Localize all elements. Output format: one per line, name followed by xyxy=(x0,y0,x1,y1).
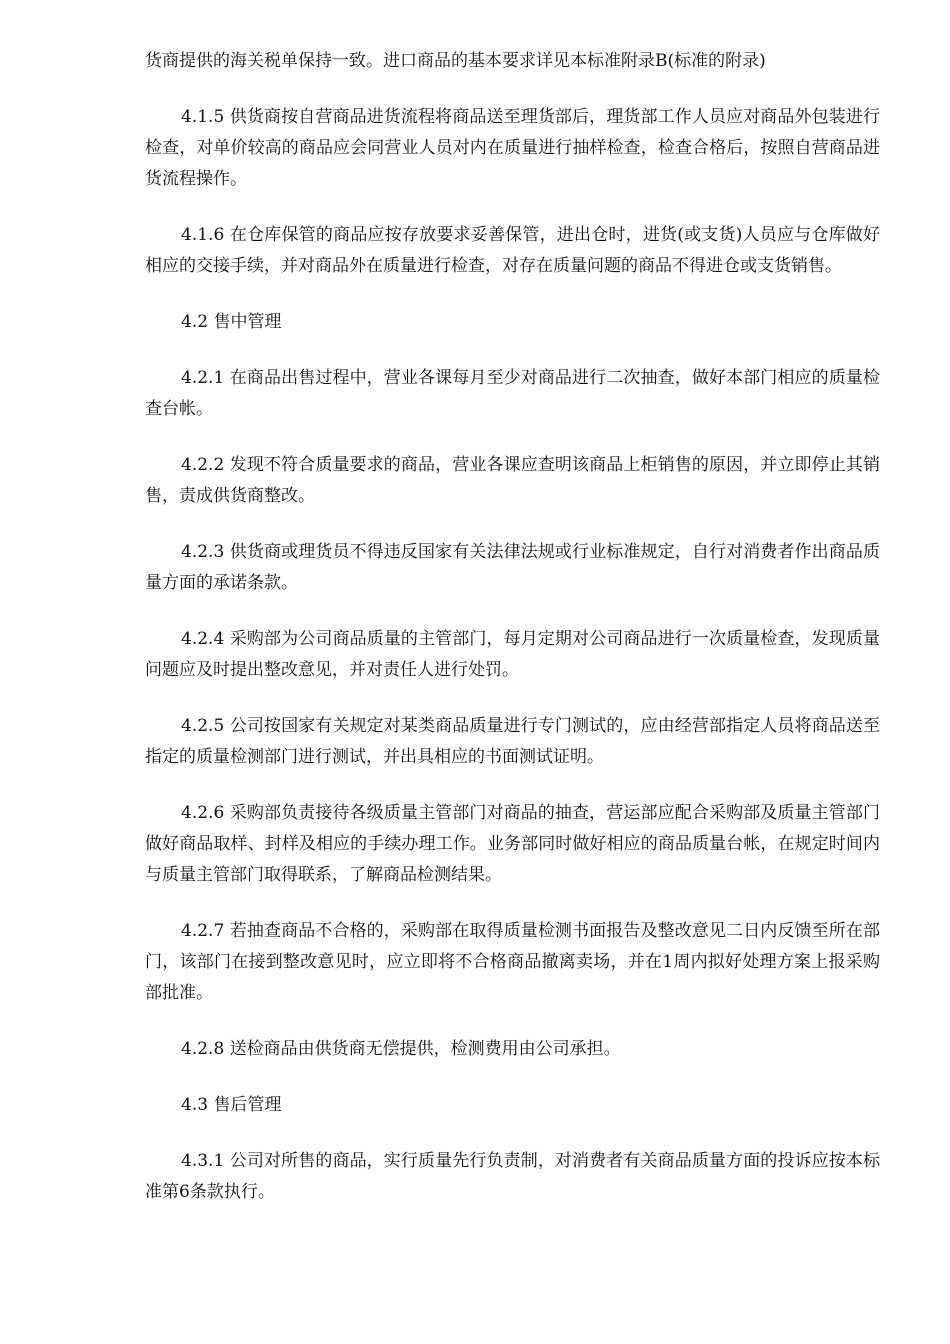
paragraph-continuation: 货商提供的海关税单保持一致。进口商品的基本要求详见本标准附录B(标准的附录) xyxy=(145,51,766,71)
section-heading-4-3: 4.3 售后管理 xyxy=(181,1095,282,1115)
paragraph-4-2-2: 4.2.2 发现不符合质量要求的商品，营业各课应查明该商品上柜销售的原因，并立即停止其销售，责成供货商整改。 xyxy=(145,455,880,506)
paragraph-4-2-5: 4.2.5 公司按国家有关规定对某类商品质量进行专门测试的，应由经营部指定人员将商品送至指定的质量检测部门进行测试，并出具相应的书面测试证明。 xyxy=(145,716,880,767)
paragraph-4-2-1: 4.2.1 在商品出售过程中，营业各课每月至少对商品进行二次抽查，做好本部门相应的质量检查台帐。 xyxy=(145,368,880,419)
section-heading-4-2: 4.2 售中管理 xyxy=(181,312,282,332)
paragraph-4-1-6: 4.1.6 在仓库保管的商品应按存放要求妥善保管，进出仓时，进货(或支货)人员应与仓库做好相应的交接手续，并对商品外在质量进行检查，对存在质量问题的商品不得进仓或支货销售。 xyxy=(145,225,880,276)
paragraph-4-2-4: 4.2.4 采购部为公司商品质量的主管部门，每月定期对公司商品进行一次质量检查，发现质量问题应及时提出整改意见，并对责任人进行处罚。 xyxy=(145,629,880,680)
document-body xyxy=(145,46,880,1233)
paragraph-4-1-5: 4.1.5 供货商按自营商品进货流程将商品送至理货部后，理货部工作人员应对商品外包装进行检查，对单价较高的商品应会同营业人员对内在质量进行抽样检查，检查合格后，按照自营商品进货流程操作。 xyxy=(145,107,880,189)
paragraph-4-2-6: 4.2.6 采购部负责接待各级质量主管部门对商品的抽查，营运部应配合采购部及质量主管部门做好商品取样、封样及相应的手续办理工作。业务部同时做好相应的商品质量台帐，在规定时间内与质量主管部门取得联系，了解商品检测结果。 xyxy=(145,803,880,885)
paragraph-4-2-8: 4.2.8 送检商品由供货商无偿提供，检测费用由公司承担。 xyxy=(181,1039,621,1059)
paragraph-4-3-1: 4.3.1 公司对所售的商品，实行质量先行负责制，对消费者有关商品质量方面的投诉应按本标准第6条款执行。 xyxy=(145,1151,880,1202)
paragraph-4-2-7: 4.2.7 若抽查商品不合格的，采购部在取得质量检测书面报告及整改意见二日内反馈至所在部门，该部门在接到整改意见时，应立即将不合格商品撤离卖场，并在1周内拟好处理方案上报采购部批准。 xyxy=(145,921,880,1003)
paragraph-4-2-3: 4.2.3 供货商或理货员不得违反国家有关法律法规或行业标准规定，自行对消费者作出商品质量方面的承诺条款。 xyxy=(145,542,880,593)
